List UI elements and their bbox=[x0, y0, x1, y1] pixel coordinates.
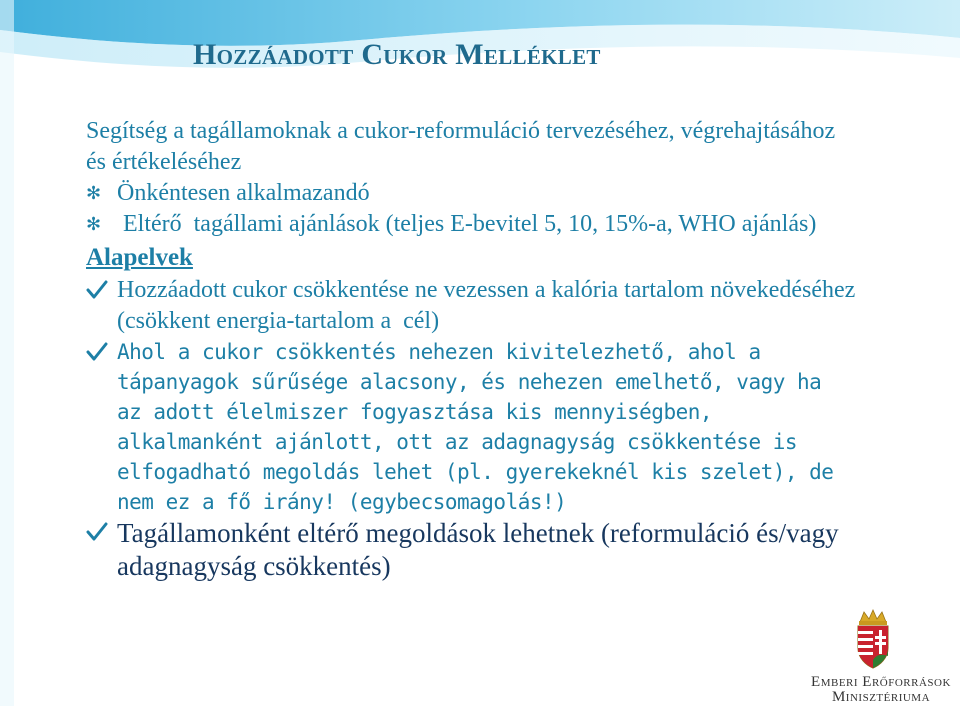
list-item bbox=[86, 517, 856, 583]
logo-text-line-1: Emberi Erőforrások bbox=[811, 674, 951, 690]
logo-text-line-2: Minisztériuma bbox=[831, 689, 931, 705]
list-item bbox=[86, 275, 862, 337]
slide-content bbox=[86, 116, 862, 583]
asterisk-bullet-icon: ✻ bbox=[86, 214, 102, 234]
checkmark-icon bbox=[86, 279, 108, 301]
asterisk-bullet-icon: ✻ bbox=[86, 183, 102, 203]
checkmark-icon bbox=[86, 341, 108, 363]
principles-heading: Alapelvek bbox=[86, 244, 193, 271]
list-item bbox=[86, 178, 856, 209]
bullet-text: Önkéntesen alkalmazandó bbox=[117, 180, 370, 206]
principle-text: Hozzáadott cukor csökkentése ne vezessen a kalória tartalom növekedéséhez (csökkent energia-tartalom a cél) bbox=[117, 277, 862, 334]
bullet-text: Eltérő tagállami ajánlások (teljes E-bevitel 5, 10, 15%-a, WHO ajánlás) bbox=[117, 211, 817, 237]
principle-text: Ahol a cukor csökkentés nehezen kivitelezhető, ahol a tápanyagok sűrűsége alacsony, és nehezen emelhető, vagy ha az adott élelmiszer fogyasztása kis mennyiségben, alkalmanként ajánlott, ott az adagnagyság csökkentése is elfogadható megoldás lehet (pl. gyerekeknél kis szelet), de nem ez a fő irány! (egybecsomagolás!) bbox=[117, 340, 834, 514]
list-item bbox=[86, 209, 856, 240]
hungarian-coat-of-arms-icon bbox=[846, 608, 900, 670]
list-item bbox=[86, 337, 856, 517]
principle-text: Tagállamonként eltérő megoldások lehetnek (reformuláció és/vagy adagnagyság csökkentés) bbox=[117, 518, 839, 581]
intro-text: Segítség a tagállamoknak a cukor-reformuláció tervezéséhez, végrehajtásához és értékeléséhez bbox=[86, 118, 836, 175]
checkmark-icon bbox=[86, 521, 108, 543]
slide-title: Hozzáadott Cukor Melléklet bbox=[193, 38, 601, 71]
